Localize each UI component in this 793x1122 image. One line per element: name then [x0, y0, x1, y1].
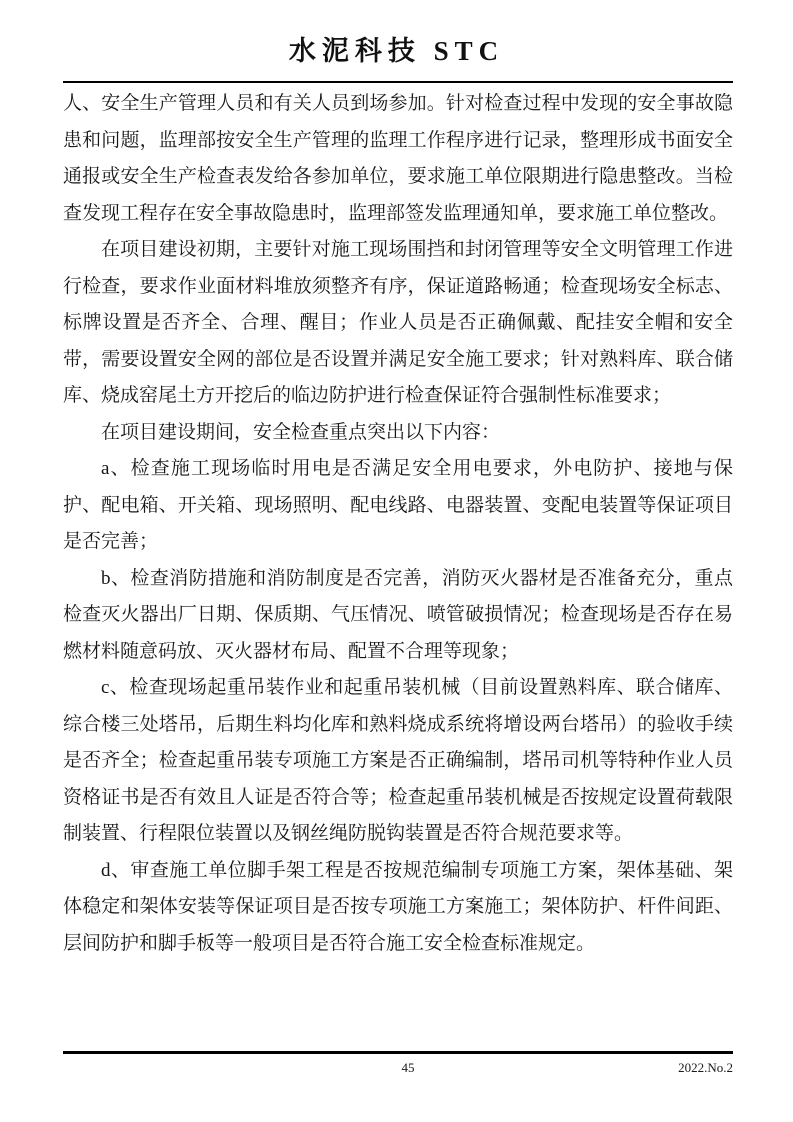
- paragraph: c、检查现场起重吊装作业和起重吊装机械（目前设置熟料库、联合储库、综合楼三处塔吊，后期生料均化库和熟料烧成系统将增设两台塔吊）的验收手续是否齐全；检查起重吊装专项施工方案是否正确编制，塔吊司机等特种作业人员资格证书是否有效且人证是否符合等；检查起重吊装机械是否按规定设置荷载限制装置、行程限位装置以及钢丝绳防脱钩装置是否符合规范要求等。: [63, 677, 733, 844]
- paragraph: 人、安全生产管理人员和有关人员到场参加。针对检查过程中发现的安全事故隐患和问题，监理部按安全生产管理的监理工作程序进行记录，整理形成书面安全通报或安全生产检查表发给各参加单位，要求施工单位限期进行隐患整改。当检查发现工程存在安全事故隐患时，监理部签发监理通知单，要求施工单位整改。: [63, 93, 733, 224]
- paragraph: a、检查施工现场临时用电是否满足安全用电要求，外电防护、接地与保护、配电箱、开关箱、现场照明、配电线路、电器装置、变配电装置等保证项目是否完善；: [63, 458, 733, 552]
- article-body: [63, 86, 733, 962]
- issue-label: 2022.No.2: [678, 1060, 733, 1075]
- page-footer: [63, 1058, 733, 1078]
- page-number: 45: [401, 1060, 415, 1075]
- paragraph: 在项目建设期间，安全检查重点突出以下内容：: [101, 421, 501, 443]
- paragraph: d、审查施工单位脚手架工程是否按规范编制专项施工方案，架体基础、架体稳定和架体安装等保证项目是否按专项施工方案施工；架体防护、杆件间距、层间防护和脚手板等一般项目是否符合施工安全检查标准规定。: [63, 859, 733, 954]
- journal-header: [0, 0, 793, 68]
- footer-divider: [63, 1051, 733, 1054]
- header-divider: [63, 81, 733, 83]
- journal-title: 水泥科技 STC: [288, 36, 505, 66]
- paragraph: b、检查消防措施和消防制度是否完善，消防灭火器材是否准备充分，重点检查灭火器出厂日期、保质期、气压情况、喷管破损情况；检查现场是否存在易燃材料随意码放、灭火器材布局、配置不合理等现象；: [63, 567, 733, 662]
- paragraph: 在项目建设初期，主要针对施工现场围挡和封闭管理等安全文明管理工作进行检查，要求作业面材料堆放须整齐有序，保证道路畅通；检查现场安全标志、标牌设置是否齐全、合理、醒目；作业人员是否正确佩戴、配挂安全帽和安全带，需要设置安全网的部位是否设置并满足安全施工要求；针对熟料库、联合储库、烧成窑尾土方开挖后的临边防护进行检查保证符合强制性标准要求；: [63, 239, 733, 406]
